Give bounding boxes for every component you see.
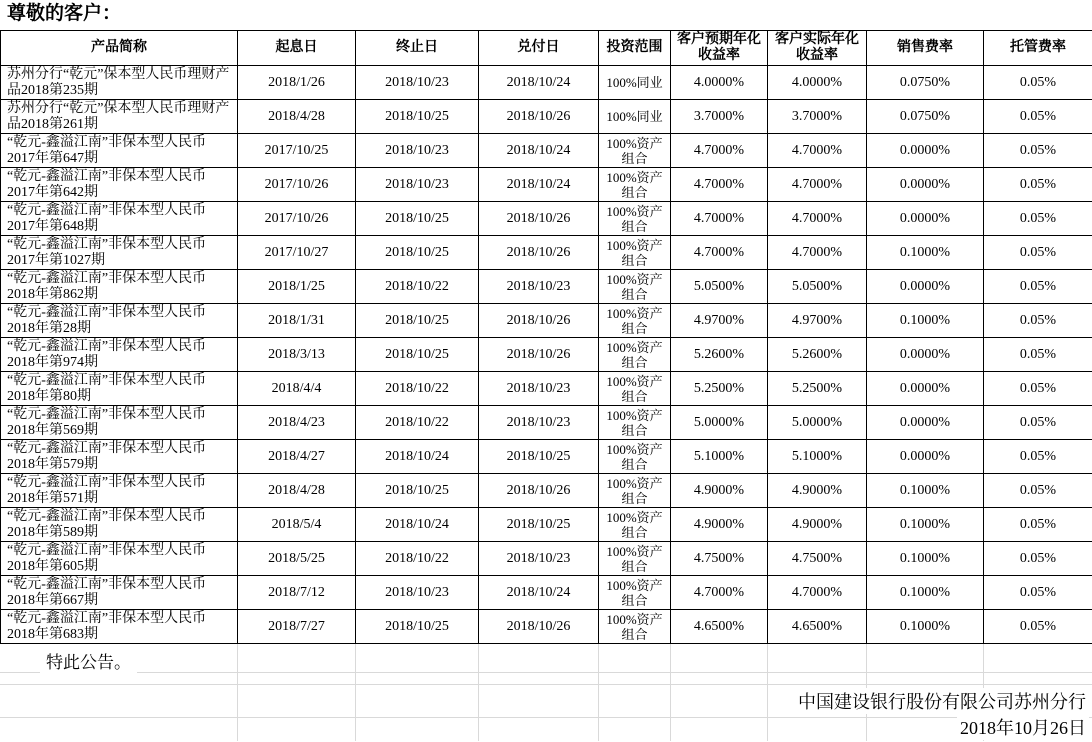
actual-yield-cell: 4.7000% bbox=[768, 202, 867, 236]
expected-yield-cell: 4.7000% bbox=[671, 236, 768, 270]
payment-date-cell: 2018/10/24 bbox=[479, 576, 599, 610]
custody-fee-cell: 0.05% bbox=[984, 66, 1092, 100]
custody-fee-cell: 0.05% bbox=[984, 406, 1092, 440]
end-date-cell: 2018/10/23 bbox=[356, 134, 479, 168]
column-header-custody-fee: 托管费率 bbox=[984, 31, 1092, 66]
product-name-cell: 苏州分行“乾元”保本型人民币理财产品2018第261期 bbox=[1, 100, 238, 134]
end-date-cell: 2018/10/25 bbox=[356, 304, 479, 338]
payment-date-cell: 2018/10/25 bbox=[479, 508, 599, 542]
product-name-cell: “乾元-鑫溢江南”非保本型人民币2018年第605期 bbox=[1, 542, 238, 576]
expected-yield-cell: 4.9000% bbox=[671, 474, 768, 508]
product-name-cell: “乾元-鑫溢江南”非保本型人民币2018年第80期 bbox=[1, 372, 238, 406]
expected-yield-cell: 5.1000% bbox=[671, 440, 768, 474]
payment-date-cell: 2018/10/26 bbox=[479, 236, 599, 270]
investment-scope-cell: 100%资产组合 bbox=[599, 542, 671, 576]
investment-scope-cell: 100%资产组合 bbox=[599, 576, 671, 610]
custody-fee-cell: 0.05% bbox=[984, 508, 1092, 542]
end-date-cell: 2018/10/25 bbox=[356, 610, 479, 644]
column-header-product-name: 产品简称 bbox=[1, 31, 238, 66]
column-header-value-date: 起息日 bbox=[238, 31, 356, 66]
column-header-actual-yield: 客户实际年化收益率 bbox=[768, 31, 867, 66]
product-name-cell: “乾元-鑫溢江南”非保本型人民币2018年第862期 bbox=[1, 270, 238, 304]
payment-date-cell: 2018/10/26 bbox=[479, 100, 599, 134]
expected-yield-cell: 4.0000% bbox=[671, 66, 768, 100]
custody-fee-cell: 0.05% bbox=[984, 338, 1092, 372]
expected-yield-cell: 5.0000% bbox=[671, 406, 768, 440]
actual-yield-cell: 4.7000% bbox=[768, 576, 867, 610]
investment-scope-cell: 100%资产组合 bbox=[599, 406, 671, 440]
payment-date-cell: 2018/10/26 bbox=[479, 474, 599, 508]
custody-fee-cell: 0.05% bbox=[984, 236, 1092, 270]
table-row bbox=[1, 576, 1092, 610]
custody-fee-cell: 0.05% bbox=[984, 168, 1092, 202]
value-date-cell: 2018/4/28 bbox=[238, 474, 356, 508]
footer-company-name: 中国建设银行股份有限公司苏州分行 bbox=[795, 688, 1089, 714]
value-date-cell: 2018/4/23 bbox=[238, 406, 356, 440]
expected-yield-cell: 4.7000% bbox=[671, 168, 768, 202]
payment-date-cell: 2018/10/24 bbox=[479, 66, 599, 100]
table-row bbox=[1, 304, 1092, 338]
gridline bbox=[0, 684, 1092, 685]
actual-yield-cell: 4.0000% bbox=[768, 66, 867, 100]
payment-date-cell: 2018/10/23 bbox=[479, 542, 599, 576]
product-name-cell: “乾元-鑫溢江南”非保本型人民币2018年第569期 bbox=[1, 406, 238, 440]
table-row bbox=[1, 100, 1092, 134]
custody-fee-cell: 0.05% bbox=[984, 610, 1092, 644]
expected-yield-cell: 5.2500% bbox=[671, 372, 768, 406]
gridline bbox=[598, 644, 599, 741]
product-name-cell: “乾元-鑫溢江南”非保本型人民币2018年第579期 bbox=[1, 440, 238, 474]
actual-yield-cell: 5.0500% bbox=[768, 270, 867, 304]
value-date-cell: 2018/5/25 bbox=[238, 542, 356, 576]
table-row bbox=[1, 406, 1092, 440]
product-name-cell: “乾元-鑫溢江南”非保本型人民币2017年第647期 bbox=[1, 134, 238, 168]
custody-fee-cell: 0.05% bbox=[984, 202, 1092, 236]
expected-yield-cell: 4.9000% bbox=[671, 508, 768, 542]
value-date-cell: 2018/1/26 bbox=[238, 66, 356, 100]
table-body bbox=[1, 66, 1092, 644]
sales-fee-cell: 0.0750% bbox=[867, 66, 984, 100]
end-date-cell: 2018/10/25 bbox=[356, 100, 479, 134]
product-name-cell: “乾元-鑫溢江南”非保本型人民币2018年第683期 bbox=[1, 610, 238, 644]
value-date-cell: 2017/10/25 bbox=[238, 134, 356, 168]
custody-fee-cell: 0.05% bbox=[984, 440, 1092, 474]
payment-date-cell: 2018/10/23 bbox=[479, 270, 599, 304]
investment-scope-cell: 100%资产组合 bbox=[599, 168, 671, 202]
sales-fee-cell: 0.1000% bbox=[867, 576, 984, 610]
gridline bbox=[0, 672, 1092, 673]
end-date-cell: 2018/10/23 bbox=[356, 168, 479, 202]
investment-scope-cell: 100%资产组合 bbox=[599, 474, 671, 508]
investment-scope-cell: 100%资产组合 bbox=[599, 236, 671, 270]
actual-yield-cell: 3.7000% bbox=[768, 100, 867, 134]
expected-yield-cell: 4.7000% bbox=[671, 134, 768, 168]
bottom-area bbox=[0, 644, 1092, 741]
product-name-cell: “乾元-鑫溢江南”非保本型人民币2017年第1027期 bbox=[1, 236, 238, 270]
end-date-cell: 2018/10/22 bbox=[356, 372, 479, 406]
expected-yield-cell: 4.9700% bbox=[671, 304, 768, 338]
table-row bbox=[1, 236, 1092, 270]
table-header-row bbox=[1, 31, 1092, 66]
payment-date-cell: 2018/10/23 bbox=[479, 406, 599, 440]
expected-yield-cell: 4.6500% bbox=[671, 610, 768, 644]
product-name-cell: “乾元-鑫溢江南”非保本型人民币2017年第642期 bbox=[1, 168, 238, 202]
custody-fee-cell: 0.05% bbox=[984, 304, 1092, 338]
investment-scope-cell: 100%资产组合 bbox=[599, 134, 671, 168]
value-date-cell: 2018/1/25 bbox=[238, 270, 356, 304]
table-row bbox=[1, 168, 1092, 202]
custody-fee-cell: 0.05% bbox=[984, 372, 1092, 406]
expected-yield-cell: 4.7000% bbox=[671, 202, 768, 236]
products-table bbox=[0, 30, 1092, 644]
actual-yield-cell: 4.7000% bbox=[768, 236, 867, 270]
value-date-cell: 2018/4/27 bbox=[238, 440, 356, 474]
sales-fee-cell: 0.0000% bbox=[867, 406, 984, 440]
gridline bbox=[670, 644, 671, 741]
actual-yield-cell: 5.2600% bbox=[768, 338, 867, 372]
payment-date-cell: 2018/10/26 bbox=[479, 202, 599, 236]
end-date-cell: 2018/10/24 bbox=[356, 440, 479, 474]
custody-fee-cell: 0.05% bbox=[984, 134, 1092, 168]
gridline bbox=[355, 644, 356, 741]
end-date-cell: 2018/10/25 bbox=[356, 236, 479, 270]
value-date-cell: 2018/3/13 bbox=[238, 338, 356, 372]
table-row bbox=[1, 134, 1092, 168]
sales-fee-cell: 0.1000% bbox=[867, 304, 984, 338]
product-name-cell: “乾元-鑫溢江南”非保本型人民币2018年第571期 bbox=[1, 474, 238, 508]
expected-yield-cell: 4.7500% bbox=[671, 542, 768, 576]
end-date-cell: 2018/10/22 bbox=[356, 406, 479, 440]
sales-fee-cell: 0.1000% bbox=[867, 508, 984, 542]
payment-date-cell: 2018/10/24 bbox=[479, 168, 599, 202]
payment-date-cell: 2018/10/23 bbox=[479, 372, 599, 406]
value-date-cell: 2018/1/31 bbox=[238, 304, 356, 338]
custody-fee-cell: 0.05% bbox=[984, 270, 1092, 304]
value-date-cell: 2018/7/27 bbox=[238, 610, 356, 644]
investment-scope-cell: 100%资产组合 bbox=[599, 440, 671, 474]
sales-fee-cell: 0.1000% bbox=[867, 542, 984, 576]
column-header-end-date: 终止日 bbox=[356, 31, 479, 66]
product-name-cell: 苏州分行“乾元”保本型人民币理财产品2018第235期 bbox=[1, 66, 238, 100]
table-row bbox=[1, 542, 1092, 576]
sales-fee-cell: 0.0000% bbox=[867, 168, 984, 202]
end-date-cell: 2018/10/23 bbox=[356, 66, 479, 100]
table-row bbox=[1, 66, 1092, 100]
actual-yield-cell: 4.7000% bbox=[768, 134, 867, 168]
expected-yield-cell: 4.7000% bbox=[671, 576, 768, 610]
investment-scope-cell: 100%资产组合 bbox=[599, 610, 671, 644]
payment-date-cell: 2018/10/26 bbox=[479, 304, 599, 338]
actual-yield-cell: 5.1000% bbox=[768, 440, 867, 474]
value-date-cell: 2017/10/27 bbox=[238, 236, 356, 270]
expected-yield-cell: 5.2600% bbox=[671, 338, 768, 372]
sales-fee-cell: 0.0000% bbox=[867, 372, 984, 406]
payment-date-cell: 2018/10/26 bbox=[479, 610, 599, 644]
value-date-cell: 2017/10/26 bbox=[238, 168, 356, 202]
table-row bbox=[1, 338, 1092, 372]
table-row bbox=[1, 270, 1092, 304]
investment-scope-cell: 100%资产组合 bbox=[599, 508, 671, 542]
sales-fee-cell: 0.0000% bbox=[867, 440, 984, 474]
column-header-expected-yield: 客户预期年化收益率 bbox=[671, 31, 768, 66]
value-date-cell: 2017/10/26 bbox=[238, 202, 356, 236]
end-date-cell: 2018/10/25 bbox=[356, 202, 479, 236]
investment-scope-cell: 100%资产组合 bbox=[599, 202, 671, 236]
actual-yield-cell: 4.9000% bbox=[768, 474, 867, 508]
custody-fee-cell: 0.05% bbox=[984, 474, 1092, 508]
actual-yield-cell: 4.9000% bbox=[768, 508, 867, 542]
end-date-cell: 2018/10/24 bbox=[356, 508, 479, 542]
column-header-payment-date: 兑付日 bbox=[479, 31, 599, 66]
value-date-cell: 2018/4/4 bbox=[238, 372, 356, 406]
gridline bbox=[0, 717, 1092, 718]
sales-fee-cell: 0.1000% bbox=[867, 610, 984, 644]
table-row bbox=[1, 474, 1092, 508]
table-row bbox=[1, 508, 1092, 542]
product-name-cell: “乾元-鑫溢江南”非保本型人民币2018年第974期 bbox=[1, 338, 238, 372]
product-name-cell: “乾元-鑫溢江南”非保本型人民币2018年第28期 bbox=[1, 304, 238, 338]
investment-scope-cell: 100%资产组合 bbox=[599, 270, 671, 304]
end-date-cell: 2018/10/25 bbox=[356, 338, 479, 372]
actual-yield-cell: 5.2500% bbox=[768, 372, 867, 406]
footer-date: 2018年10月26日 bbox=[957, 714, 1089, 740]
value-date-cell: 2018/5/4 bbox=[238, 508, 356, 542]
sales-fee-cell: 0.0000% bbox=[867, 202, 984, 236]
investment-scope-cell: 100%同业 bbox=[599, 66, 671, 100]
sales-fee-cell: 0.0000% bbox=[867, 134, 984, 168]
investment-scope-cell: 100%资产组合 bbox=[599, 338, 671, 372]
product-name-cell: “乾元-鑫溢江南”非保本型人民币2017年第648期 bbox=[1, 202, 238, 236]
value-date-cell: 2018/7/12 bbox=[238, 576, 356, 610]
closing-text: 特此公告。 bbox=[40, 648, 137, 673]
table-row bbox=[1, 440, 1092, 474]
product-name-cell: “乾元-鑫溢江南”非保本型人民币2018年第589期 bbox=[1, 508, 238, 542]
payment-date-cell: 2018/10/24 bbox=[479, 134, 599, 168]
payment-date-cell: 2018/10/25 bbox=[479, 440, 599, 474]
greeting-text: 尊敬的客户： bbox=[7, 3, 122, 24]
actual-yield-cell: 4.9700% bbox=[768, 304, 867, 338]
custody-fee-cell: 0.05% bbox=[984, 542, 1092, 576]
investment-scope-cell: 100%同业 bbox=[599, 100, 671, 134]
sales-fee-cell: 0.0000% bbox=[867, 338, 984, 372]
expected-yield-cell: 5.0500% bbox=[671, 270, 768, 304]
sales-fee-cell: 0.1000% bbox=[867, 236, 984, 270]
end-date-cell: 2018/10/23 bbox=[356, 576, 479, 610]
custody-fee-cell: 0.05% bbox=[984, 100, 1092, 134]
column-header-sales-fee: 销售费率 bbox=[867, 31, 984, 66]
sales-fee-cell: 0.1000% bbox=[867, 474, 984, 508]
end-date-cell: 2018/10/22 bbox=[356, 270, 479, 304]
table-row bbox=[1, 610, 1092, 644]
actual-yield-cell: 4.6500% bbox=[768, 610, 867, 644]
expected-yield-cell: 3.7000% bbox=[671, 100, 768, 134]
actual-yield-cell: 4.7500% bbox=[768, 542, 867, 576]
column-header-investment-scope: 投资范围 bbox=[599, 31, 671, 66]
end-date-cell: 2018/10/25 bbox=[356, 474, 479, 508]
actual-yield-cell: 4.7000% bbox=[768, 168, 867, 202]
investment-scope-cell: 100%资产组合 bbox=[599, 372, 671, 406]
investment-scope-cell: 100%资产组合 bbox=[599, 304, 671, 338]
gridline bbox=[767, 644, 768, 741]
table-row bbox=[1, 372, 1092, 406]
sales-fee-cell: 0.0000% bbox=[867, 270, 984, 304]
product-name-cell: “乾元-鑫溢江南”非保本型人民币2018年第667期 bbox=[1, 576, 238, 610]
payment-date-cell: 2018/10/26 bbox=[479, 338, 599, 372]
value-date-cell: 2018/4/28 bbox=[238, 100, 356, 134]
end-date-cell: 2018/10/22 bbox=[356, 542, 479, 576]
custody-fee-cell: 0.05% bbox=[984, 576, 1092, 610]
sales-fee-cell: 0.0750% bbox=[867, 100, 984, 134]
actual-yield-cell: 5.0000% bbox=[768, 406, 867, 440]
table-row bbox=[1, 202, 1092, 236]
gridline bbox=[237, 644, 238, 741]
gridline bbox=[478, 644, 479, 741]
